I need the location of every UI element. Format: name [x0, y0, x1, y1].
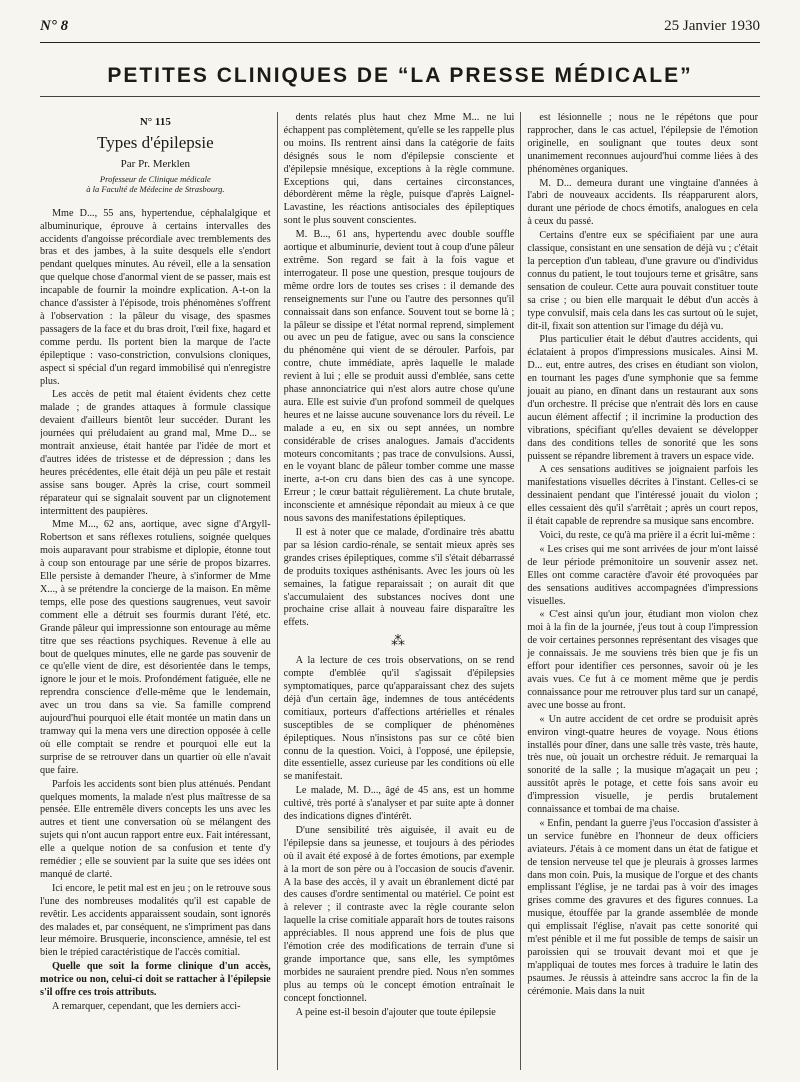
column-2	[284, 112, 515, 1070]
paragraph: Voici, du reste, ce qu'à ma prière il a écrit lui-même :	[539, 530, 756, 541]
column-3	[527, 112, 758, 1070]
paragraph: « Les crises qui me sont arrivées de jour m'ont laissé de leur période prémonitoire un souvenir assez net. Elles ont comme caractère d'avoir été provoquées par des sensations auditives accompagnées d'impressions visuelles.	[527, 543, 758, 607]
affiliation-line-1: Professeur de Clinique médicale	[99, 173, 211, 184]
header-rule	[40, 42, 760, 43]
paragraph: A ces sensations auditives se joignaient parfois les manifestations visuelles décrites à l'instant. Celles-ci se dessinaient pendant que l'intéressé jouait du violon ; elles cessaient dès qu'il s'arrêtait ; après un court repos, il était capable de reprendre sa musique sans encombre.	[527, 464, 758, 528]
masthead: PETITES CLINIQUES DE “LA PRESSE MÉDICALE”	[107, 64, 693, 87]
article-byline: Par Pr. Merklen	[120, 157, 191, 170]
paragraph: « Enfin, pendant la guerre j'eus l'occasion d'assister à un service funèbre en l'honneur de deux officiers aviateurs. J'étais à ce moment dans un état de fatigue et de tension nerveuse tel que je pleurais à grosses larmes dans mon coin. Puis, la musique de l'orgue et des chants emplissant l'église, je ne tardai pas à voir des images grises comme des gravures et des figures connues. La musique, étouffée par la grande assemblée de monde qui emplissait l'église, n'avait pas cette sonorité qui m'est pénible et il me fut possible de temps de saisir un paroissien qui se trouvait devant moi et que je m'appliquai de toutes mes forces à traduire le latin des psaumes. Je réussis à atteindre sans accroc la fin de la cérémonie. Mais dans la nuit	[527, 817, 758, 997]
column-divider	[277, 112, 278, 1070]
paragraph: D'une sensibilité très aiguisée, il avait eu de l'épilepsie dans sa jeunesse, et toujours à des périodes où il avait été exposé à de fortes émotions, par exemple à la mort de son père ou à l'occasion de soucis d'avenir. A la base des accès, il y avait un ébranlement dicté par des causes d'ordre sentimental ou matériel. Ce point est à relever ; il contraste avec la règle courante selon laquelle la crise comitiale apparaît hors de toutes raisons appréciables. Il nous apprend une fois de plus que l'émotion crée des modifications de terrain d'une si grande importance que, sans elle, les symptômes morbides ne sauraient prendre pied. Nous n'en sommes plus au temps où le concept émotion entraînait le concept fonctionnel.	[283, 824, 515, 1004]
paragraph: M. B..., 61 ans, hypertendu avec double souffle aortique et albuminurie, devient tout à coup d'une pâleur extrême. Son regard se fait à la fois vague et interrogateur. Il pose une question, presque toujours de même ordre lors de toutes ses crises : il demande des renseignements sur l'une ou l'autre des personnes qu'il connaissait dans son enfance. Souvent tout se borne là ; la pâleur se dissipe et l'état normal reprend, simplement ou avec un peu de fatigue, avec ou sans la conscience du phénomène qui vient de se dérouler. Parfois, par contre, chute immédiate, après laquelle le malade revient à lui ; elle se produit aussi d'emblée, sans cette phase annonciatrice qui n'est alors autre chose qu'une aura. Elle est suivie d'un profond sommeil de quelques heures et ne laisse aucune souvenance lors du réveil. Le malade a eu, en six ou sept années, un nombre considérable de crises analogues. Jamais d'accidents moteurs concomitants ; pas trace de convulsions. Aussi, en le voyant blanc de pâleur tomber comme une masse inerte, a-t-on cru dans bien des cas à une syncope. Erreur ; le cœur battait régulièrement. La chute brutale, inconsciente et amnésique répondait au mieux à ce que nous savons des manifestations épileptiques.	[283, 229, 515, 525]
paragraph: M. D... demeura durant une vingtaine d'années à l'abri de nouveaux accidents. Ils réapparurent alors, durant une période de chocs émotifs, analogues en cela à ceux du passé.	[527, 177, 758, 228]
paragraph: Ici encore, le petit mal est en jeu ; on le retrouve sous l'une des nombreuses modalités qu'il est capable de revêtir. Les accidents apparaissent soudain, sont ignorés des malades et, par conséquent, ne s'impriment pas dans leur mémoire. Brusquerie, inconscience, amnésie, tel est bien le trépied caractéristique de l'accès comitial.	[40, 882, 271, 959]
paragraph: Les accès de petit mal étaient évidents chez cette malade ; de grandes attaques à formule classique devaient d'ailleurs bientôt leur succéder. Durant les journées qui préludaient au grand mal, Mme D... se montrait anxieuse, était hantée par l'idée de mort et d'autres idées de tristesse et de dépression ; dans les heures précédentes, elle était déjà un peu pâle et restait assise sans bouger. Après la crise, court sommeil réparateur qui se signalait souvent par un clignotement intermittent des paupières.	[40, 389, 271, 517]
column-divider	[520, 112, 521, 1070]
paragraph: Il est à noter que ce malade, d'ordinaire très abattu par sa lésion cardio-rénale, se sentait mieux après ses grandes crises épileptiques, comme s'il s'était débarrassé de produits toxiques asthénisants. Avec les jours où les semaines, la fatigue reparaissait ; on aurait dit que s'accumulaient des substances nocives dont une prochaine crise allait à nouveau faire disparaître les effets.	[283, 527, 515, 629]
paragraph: A la lecture de ces trois observations, on se rend compte d'emblée qu'il s'agissait d'épilepsies symptomatiques, parce qu'apparaissant chez des sujets déjà d'un certain âge, indemnes de tous antécédents comitiaux, porteurs d'affections artérielles et rénales susceptibles de se compliquer de phénomènes épileptiques. Nous n'insistons pas sur ce côté bien connu de la question. Voici, à l'opposé, une épilepsie, dite essentielle, assez curieuse par les conditions où elle se manifestait.	[283, 655, 515, 783]
paragraph: Parfois les accidents sont bien plus atténués. Pendant quelques moments, la malade n'est plus maîtresse de sa pensée. Elle entremêle divers concepts les uns avec les autres et tient une conversation où se mélangent des sujets qui n'ont aucun rapport entre eux. Fait intéressant, elle a quelque notion de sa confusion et tente d'y remédier ; elle se souvient par la suite que ses idées ont manqué de clarté.	[40, 778, 271, 880]
paragraph: Mme M..., 62 ans, aortique, avec signe d'Argyll-Robertson et sans réflexes rotuliens, soignée quelques mois auparavant pour strabisme et diplopie, étonne tout à coup son entourage par une série de propos bizarres. Elle persiste à demander l'heure, à s'informer de Mme X..., à se prétendre la concierge de la maison. En même temps, elle pose des questions saugrenues, veut savoir comment elle a détruit ses fourmis durant l'été, etc. Grande pâleur qui impressionne son entourage au même titre que ses réactions psychiques. Revenue à elle au bout de quelques minutes, elle ne garde pas souvenir de ce qu'elle vient de dire, est désorientée dans le temps, ignore le jour et le mois. Profondément fatiguée, elle ne reprendra conscience d'elle-même que le lendemain, avec un trou dans sa vie. Sa famille comprend aujourd'hui pourquoi elle était montée un matin dans un tramway qui la mena vers une direction opposée à celle où elle comptait se rendre et pourquoi elle eut la surprise de se retrouver dans un quartier où elle n'avait que faire.	[40, 519, 271, 776]
column-1	[40, 112, 271, 1070]
paragraph: dents relatés plus haut chez Mme M... ne lui échappent pas complètement, qu'elle se les rappelle plus ou moins. Ils rentrent ainsi dans la catégorie de faits désignés sous le nom d'épilepsie consciente et d'épilepsie mnésique, exceptions à la règle commune. Exceptions qui, dans certaines circonstances, débordèrent même la règle, puisque d'après Laignel-Lavastine, les réactions antisociales des épileptiques sont le plus souvent conscientes.	[283, 112, 515, 227]
masthead-rule	[40, 96, 760, 97]
paragraph: Mme D..., 55 ans, hypertendue, céphalalgique et albuminurique, éprouve à certains intervalles des accidents d'angoisse précordiale avec tremblements des bras et des jambes, à la suite desquels elle s'endort pendant quelques minutes. Au réveil, elle a la sensation que quelque chose d'anormal vient de se passer, mais est incapable de fournir la moindre explication. A-t-on la chance d'assister à l'épisode, trois phénomènes s'offrent à l'observation : la pâleur du visage, des spasmes passagers de la face et du bras droit, l'œil fixe, hagard et comme perdu. Ils portent bien la marque de l'acte épileptique : vaso-constriction, convulsions cloniques, aspect si spécial d'un regard immobilisé qui n'enregistre plus.	[40, 207, 271, 387]
paragraph: est lésionnelle ; nous ne le répétons que pour rapprocher, dans le cas actuel, l'épilepsie de l'émotion originelle, en soulignant que toutes deux sont unanimement reconnues aujourd'hui comme liées à des phénomènes organiques.	[527, 112, 758, 175]
article-number: N° 115	[139, 116, 171, 128]
affiliation-line-2: à la Faculté de Médecine de Strasbourg.	[86, 183, 225, 194]
article-columns	[40, 112, 758, 1072]
page-number: N° 8	[40, 18, 69, 34]
paragraph: Plus particulier était le début d'autres accidents, qui éclataient à propos d'impressions musicales. Ainsi M. D... eut, entre autres, des crises en étudiant son violon, en tournant les pages d'une symphonie que sa femme jouait au piano, en dînant dans un restaurant aux sons d'un orchestre. Il précise que n'entrait dès lors en cause aucun élément affectif ; il incrimine la production des vibrations, spécifiant qu'elles devaient se développer dans des conditions telles de sonorité que les sons puissent se répandre librement à travers un espace vide.	[527, 334, 758, 462]
paragraph: « C'est ainsi qu'un jour, étudiant mon violon chez moi à la fin de la journée, j'eus tout à coup l'impression de voir certaines personnes représentant des visages que je connaissais. Je me souviens très bien que je fis un effort pour identifier ces personnes, savoir où je les avais vues. Ce fut à ce moment même que je perdis connaissance pour me retrouver plus tard sur un canapé, avec une bosse au front.	[527, 609, 758, 711]
paragraph: Le malade, M. D..., âgé de 45 ans, est un homme cultivé, très porté à s'analyser et par suite apte à donner des indications dignes d'intérêt.	[283, 785, 515, 823]
author-affiliation	[40, 174, 271, 194]
article-title: Types d'épilepsie	[97, 132, 214, 152]
paragraph: Certains d'entre eux se spécifiaient par une aura classique, consistant en une sensation de déjà vu ; c'était la perception d'un tableau, d'une gravure ou d'individus connus du patient, le tout toujours terne et grisâtre, sans sensation de couleur. Cette aura pouvait constituer toute sa crise ; ou bien elle marquait le début d'un accès à type convulsif, mais cela dans les cas surtout où le sujet, dit-il, fixait son attention sur l'image du déjà vu.	[527, 230, 758, 332]
paragraph: « Un autre accident de cet ordre se produisit après environ vingt-quatre heures de voyage. Nous étions installés pour dîner, dans une salle très vaste, très haute, très nue, où jouait un orchestre réduit. Je remarquai la sonorité de la salle ; la musique m'agaçait un peu ; aussitôt après le potage, et cette fois sans avoir eu d'impression visuelle, je perdis brutalement connaissance et tombai de ma chaise.	[527, 713, 758, 816]
page-header	[40, 18, 760, 38]
paragraph: A remarquer, cependant, que les derniers acci-	[52, 1001, 241, 1012]
issue-date: 25 Janvier 1930	[664, 18, 760, 34]
paragraph: A peine est-il besoin d'ajouter que toute épilepsie	[295, 1006, 496, 1018]
paragraph-emphasis: Quelle que soit la forme clinique d'un accès, motrice ou non, celui-ci doit se rattacher à l'épilepsie s'il offre ces trois attributs.	[40, 961, 271, 999]
section-divider-asterism: ⁂	[391, 634, 407, 650]
